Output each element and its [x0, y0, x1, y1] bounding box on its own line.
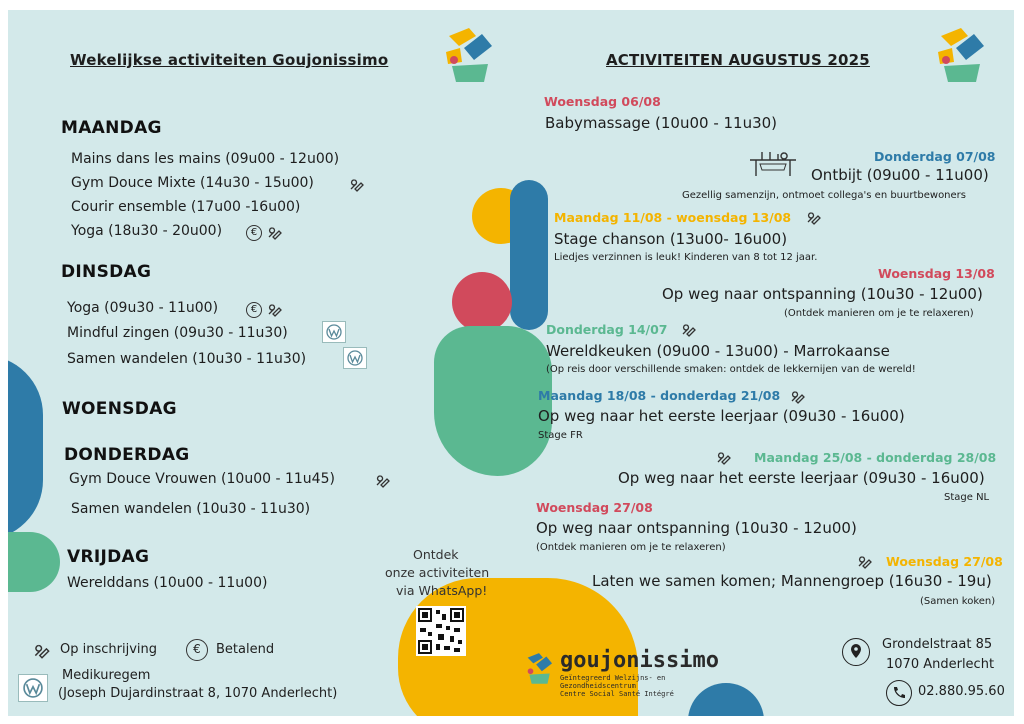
activity: Courir ensemble (17u00 -16u00) [71, 199, 301, 215]
location-icon [842, 638, 870, 666]
deco-green-blob-mid [434, 326, 552, 476]
event-note: Liedjes verzinnen is leuk! Kinderen van 8 tot 12 jaar. [554, 252, 818, 263]
event-title: Stage chanson (13u00- 16u00) [554, 230, 788, 248]
event-date: Maandag 18/08 - donderdag 21/08 [538, 388, 781, 403]
deco-red-circle [452, 272, 512, 332]
whatsapp-qr-code[interactable] [416, 606, 466, 656]
registration-icon [680, 320, 698, 338]
brand-logo-icon [444, 26, 494, 86]
brand-name: goujonissimo [560, 648, 719, 673]
event-note: Stage FR [538, 430, 583, 441]
brand-sub: Geïntegreerd Welzijns- en [560, 674, 666, 682]
registration-icon [856, 552, 874, 570]
event-date: Woensdag 27/08 [536, 500, 653, 515]
flyer-page [8, 10, 1014, 716]
legend-registration: Op inschrijving [60, 642, 157, 657]
medikuregem-badge-icon [18, 674, 48, 702]
event-title: Op weg naar het eerste leerjaar (09u30 - 16u00) [538, 407, 905, 425]
registration-icon [266, 300, 284, 318]
registration-icon [805, 208, 823, 226]
registration-icon [789, 387, 807, 405]
deco-blue-bar [510, 180, 548, 330]
event-date: Woensdag 13/08 [878, 266, 995, 281]
deco-green-blob-left [8, 532, 60, 592]
registration-icon [266, 223, 284, 241]
registration-icon [32, 640, 52, 660]
event-title: Op weg naar ontspanning (10u30 - 12u00) [536, 519, 857, 537]
euro-icon: € [246, 302, 262, 318]
event-date: Woensdag 06/08 [544, 94, 661, 109]
deco-blue-blob-left [8, 355, 43, 540]
day-tuesday: DINSDAG [61, 262, 152, 282]
activity: Samen wandelen (10u30 - 11u30) [67, 351, 307, 367]
euro-icon: € [186, 639, 208, 661]
event-title: Laten we samen komen; Mannengroep (16u30 - 19u) [592, 572, 992, 590]
activity: Gym Douce Mixte (14u30 - 15u00) [71, 175, 314, 191]
whatsapp-line3: via WhatsApp! [396, 583, 488, 598]
phone-icon [886, 680, 912, 706]
medikuregem-badge-icon [343, 347, 367, 369]
event-note: (Ontdek manieren om je te relaxeren) [536, 542, 726, 553]
event-note: Stage NL [944, 492, 990, 503]
activity: Mains dans les mains (09u00 - 12u00) [71, 151, 340, 167]
activity: Yoga (09u30 - 11u00) [67, 300, 219, 316]
event-date: Donderdag 14/07 [546, 322, 668, 337]
registration-icon [348, 175, 366, 193]
activity: Yoga (18u30 - 20u00) [71, 223, 223, 239]
brand-logo-icon-right [936, 26, 986, 86]
event-note: (Samen koken) [920, 596, 996, 607]
event-note: (Op reis door verschillende smaken: ontdek de lekkernijen van de wereld! [546, 364, 916, 375]
registration-icon [715, 448, 733, 466]
event-date: Maandag 25/08 - donderdag 28/08 [754, 450, 997, 465]
contact-phone: 02.880.95.60 [918, 684, 1005, 699]
day-thursday: DONDERDAG [64, 445, 190, 465]
event-title: Ontbijt (09u00 - 11u00) [811, 166, 989, 184]
activity: Samen wandelen (10u30 - 11u30) [71, 501, 311, 517]
event-note: Gezellig samenzijn, ontmoet collega's en buurtbewoners [682, 190, 966, 201]
day-monday: MAANDAG [61, 118, 162, 138]
euro-icon: € [246, 225, 262, 241]
activity: Mindful zingen (09u30 - 11u30) [67, 325, 288, 341]
brand-sub: Gezondheidscentrum [560, 682, 636, 690]
activity: Gym Douce Vrouwen (10u00 - 11u45) [69, 471, 335, 487]
whatsapp-line2: onze activiteiten [385, 565, 490, 580]
day-friday: VRIJDAG [67, 547, 150, 567]
day-wednesday: WOENSDAG [62, 399, 177, 419]
event-date: Donderdag 07/08 [874, 149, 996, 164]
event-title: Op weg naar ontspanning (10u30 - 12u00) [662, 285, 983, 303]
medikuregem-address: (Joseph Dujardinstraat 8, 1070 Anderlecht) [58, 686, 338, 701]
legend-paid: Betalend [216, 642, 275, 657]
registration-icon [374, 471, 392, 489]
weekly-title: Wekelijkse activiteiten Goujonissimo [70, 51, 389, 69]
activity: Werelddans (10u00 - 11u00) [67, 575, 268, 591]
event-note: (Ontdek manieren om je te relaxeren) [784, 308, 974, 319]
breakfast-table-icon [748, 148, 798, 178]
contact-city: 1070 Anderlecht [886, 657, 995, 672]
event-title: Babymassage (10u00 - 11u30) [545, 114, 778, 132]
brand-mark-icon [524, 652, 554, 686]
event-title: Op weg naar het eerste leerjaar (09u30 - 16u00) [618, 469, 985, 487]
august-title: ACTIVITEITEN AUGUSTUS 2025 [606, 51, 870, 69]
contact-street: Grondelstraat 85 [882, 637, 993, 652]
whatsapp-line1: Ontdek [413, 547, 459, 562]
deco-blue-half-bottom [688, 683, 764, 716]
medikuregem-badge-icon [322, 321, 346, 343]
medikuregem-name: Medikuregem [62, 668, 151, 683]
brand-sub: Centre Social Santé Intégré [560, 690, 674, 698]
event-date: Maandag 11/08 - woensdag 13/08 [554, 210, 792, 225]
event-title: Wereldkeuken (09u00 - 13u00) - Marrokaanse [546, 342, 890, 360]
event-date: Woensdag 27/08 [886, 554, 1003, 569]
